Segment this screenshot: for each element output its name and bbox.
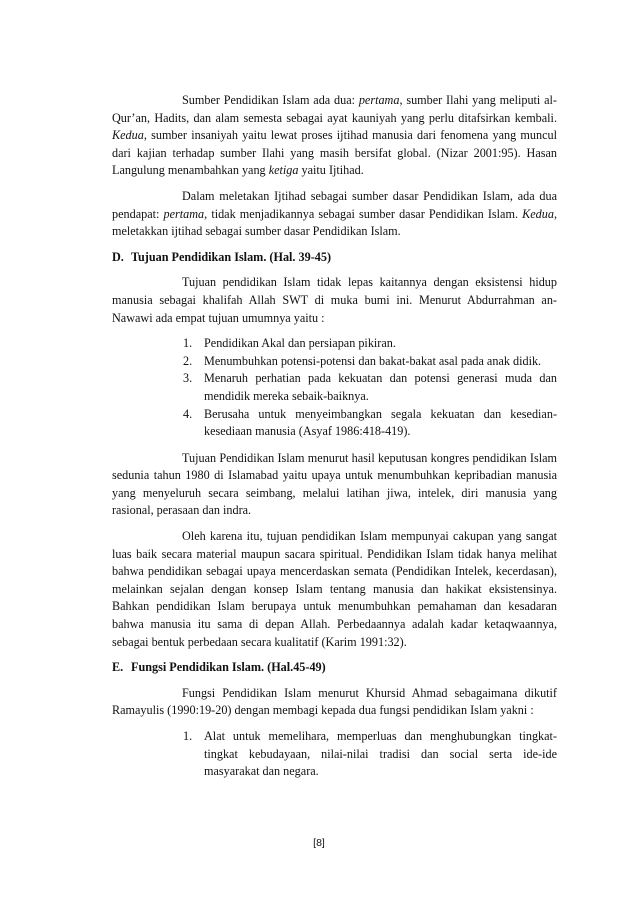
text: Sumber Pendidikan Islam ada dua: (182, 93, 359, 107)
list-number: 1. (183, 336, 193, 351)
text: , sumber insaniyah yaitu lewat proses ijtihad manusia dari fenomena yang muncul dari kajian terhadap sumber Ilahi yang masih bersifat global. (Nizar 2001:95). Hasan Langulung menambahkan yang (112, 128, 557, 178)
section-letter: D. (112, 249, 124, 264)
text-italic: ketiga (268, 163, 299, 178)
numbered-list-tujuan (112, 335, 557, 441)
text: , tidak menjadikannya sebagai sumber dasar Pendidikan Islam. (204, 206, 523, 221)
document-page (112, 92, 557, 790)
paragraph-fungsi-intro: Fungsi Pendidikan Islam menurut Khursid Ahmad sebagaimana dikutif Ramayulis (1990:19-20) dengan membagi kepada dua fungsi pendidikan Islam yakni : (112, 685, 557, 718)
list-item (112, 728, 557, 781)
text: yaitu Ijtihad. (298, 163, 364, 178)
paragraph-kongres: Tujuan Pendidikan Islam menurut hasil keputusan kongres pendidikan Islam sedunia tahun 1980 di Islamabad yaitu upaya untuk menumbuhkan kepribadian manusia yang menyeluruh secara seimbang, melalui latihan jiwa, intelek, diri manusia yang rasional, perasaan dan indra. (112, 450, 557, 518)
list-item (112, 370, 557, 405)
text: , sumber Ilahi yang meliputi al-Qur’an, Hadits, dan alam semesta sebagai ayat kauniyah yang perlu ditafsirkan kembali. (112, 93, 557, 125)
list-item (112, 353, 557, 371)
list-text: Menaruh perhatian pada kekuatan dan potensi generasi muda dan mendidik mereka sebaik-baiknya. (204, 371, 557, 403)
paragraph-sumber-pendidikan (112, 92, 557, 180)
page-number: [8] (313, 837, 325, 849)
section-heading-d (112, 249, 557, 267)
text: , meletakkan ijtihad sebagai sumber dasar Pendidikan Islam. (112, 206, 557, 239)
section-title: Tujuan Pendidikan Islam. (Hal. 39-45) (131, 249, 332, 264)
section-title: Fungsi Pendidikan Islam. (Hal.45-49) (131, 660, 326, 675)
list-number: 2. (183, 353, 193, 368)
numbered-list-fungsi (112, 728, 557, 781)
list-number: 3. (183, 371, 193, 386)
list-item (112, 335, 557, 353)
text-italic: pertama (163, 206, 205, 221)
text-italic: Kedua (522, 206, 554, 221)
list-number: 4. (183, 406, 193, 421)
text: Dalam meletakan Ijtihad sebagai sumber dasar Pendidikan Islam, ada dua pendapat: (112, 188, 557, 221)
text-italic: pertama (358, 93, 400, 107)
paragraph-cakupan: Oleh karena itu, tujuan pendidikan Islam mempunyai cakupan yang sangat luas baik secara material maupun sacara spiritual. Pendidikan Islam tidak hanya melihat bahwa pendidikan sebagai upaya mencerdaskan semata (Pendidikan Intelek, kecerdasan), melainkan sejalan dengan konsep Islam tentang manusia dan hakikat eksistensinya. Bahkan pendidikan Islam berupaya untuk menumbuhkan pemahaman dan kesadaran bahwa manusia itu sama di depan Allah. Perbedaannya adalah kadar ketaqwaannya, sebagai bentuk perbedaan secara kualitatif (Karim 1991:32). (112, 529, 557, 649)
section-heading-e (112, 659, 557, 677)
list-text: Pendidikan Akal dan persiapan pikiran. (204, 336, 396, 351)
section-letter: E. (112, 660, 124, 675)
paragraph-tujuan-intro: Tujuan pendidikan Islam tidak lepas kaitannya dengan eksistensi hidup manusia sebagai khalifah Allah SWT di muka bumi ini. Menurut Abdurrahman an-Nawawi ada empat tujuan umumnya yaitu : (112, 275, 557, 325)
list-item (112, 406, 557, 441)
list-number: 1. (183, 729, 193, 743)
text-italic: Kedua (112, 128, 144, 143)
list-text: Berusaha untuk menyeimbangkan segala kekuatan dan kesedian-kesediaan manusia (Asyaf 1986:418-419). (204, 406, 557, 439)
list-text: Alat untuk memelihara, memperluas dan menghubungkan tingkat-tingkat kebudayaan, nilai-nilai tradisi dan social serta ide-ide masyarakat dan negara. (204, 729, 557, 779)
list-text: Menumbuhkan potensi-potensi dan bakat-bakat asal pada anak didik. (204, 353, 542, 368)
paragraph-ijtihad (112, 188, 557, 241)
